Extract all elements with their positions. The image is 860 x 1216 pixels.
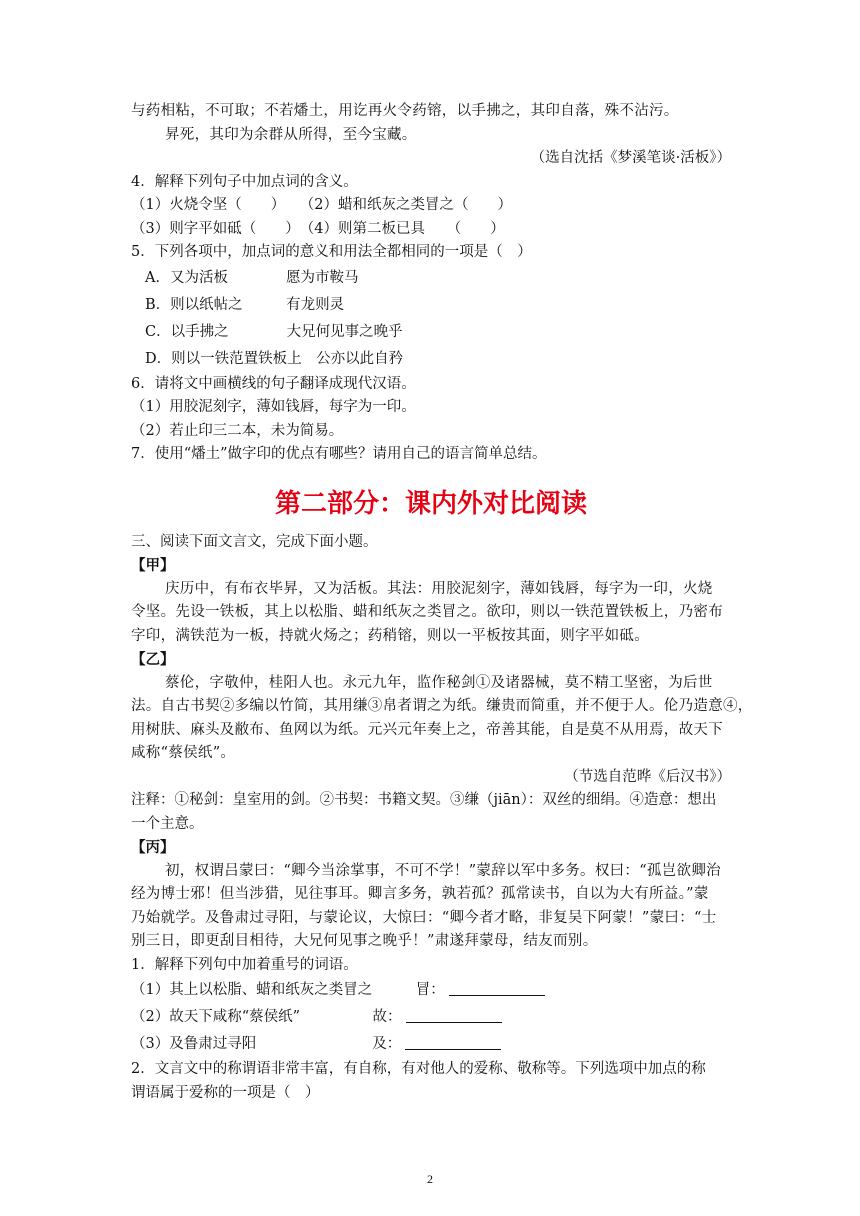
answer-blank[interactable]: [449, 981, 545, 996]
question-1-item-1: [131, 977, 731, 1004]
passage-line: 昇死，其印为余群从所得，至今宝藏。: [165, 126, 417, 143]
passage-yi-line: 咸称“蔡侯纸”。: [131, 745, 236, 761]
question-1-item-3: [131, 1031, 731, 1058]
page-number: 2: [427, 1172, 433, 1186]
option-a: A．又为活板 愿为市鞍马: [145, 269, 359, 286]
passage-source: （选自沈括《梦溪笔谈·活板》）: [530, 150, 731, 166]
passage-line: 与药相粘，不可取；不若燔土，用讫再火令药镕，以手拂之，其印自落，殊不沾污。: [131, 103, 679, 119]
passage-jia-line: 令坚。先设一铁板，其上以松脂、蜡和纸灰之类冒之。欲印，则以一铁范置铁板上，乃密布: [131, 604, 723, 620]
passage-yi-source: （节选自范晔《后汉书》）: [564, 768, 731, 785]
question-5: 5．下列各项中，加点词的意义和用法全都相同的一项是（ ）: [131, 244, 532, 260]
passage-yi-line: 蔡伦，字敬仲，桂阳人也。永元九年，监作秘剑①及诸器械，莫不精工坚密，为后世: [165, 674, 713, 691]
question-1-item-1-text: （1）其上以松脂、蜡和纸灰之类冒之 冒：: [131, 982, 445, 998]
option-d: D．则以一铁范置铁板上 公亦以此自矜: [145, 350, 404, 367]
page-content: [131, 100, 753, 1105]
passage-yi-line: 法。自古书契②多编以竹简，其用缣③帛者谓之为纸。缣贵而简重，并不便于人。伦乃造意④，: [131, 698, 753, 714]
question-7: 7．使用“燔土”做字印的优点有哪些？请用自己的语言简单总结。: [131, 446, 547, 462]
part3-intro: 三、阅读下面文言文，完成下面小题。: [131, 533, 378, 550]
option-b: B．则以纸帖之 有龙则灵: [145, 296, 345, 313]
question-1: 1．解释下列句中加着重号的词语。: [131, 956, 358, 973]
passage-jia-tag: 【甲】: [131, 557, 175, 574]
question-1-item-2-text: （2）故天下咸称“蔡侯纸” 故：: [131, 1009, 402, 1025]
question-4-items-1: （1）火烧令坚（ ） （2）蜡和纸灰之类冒之（ ）: [131, 197, 512, 213]
section-title: 第二部分：课内外对比阅读: [274, 488, 587, 519]
question-1-item-3-text: （3）及鲁肃过寻阳 及：: [131, 1036, 402, 1052]
answer-blank[interactable]: [405, 1035, 501, 1050]
passage-yi-tag: 【乙】: [131, 651, 175, 668]
answer-blank[interactable]: [406, 1008, 502, 1023]
option-c: C．以手拂之 大兄何见事之晚乎: [145, 323, 403, 340]
question-2-line: 谓语属于爱称的一项是（ ）: [131, 1084, 320, 1101]
question-4-items-2: （3）则字平如砥（ ） （4）则第二板已具 （ ）: [131, 220, 505, 237]
passage-bing-tag: 【丙】: [131, 839, 175, 856]
passage-bing-line: 别三日，即更刮目相待，大兄何见事之晚乎！”肃遂拜蒙母，结友而别。: [131, 933, 598, 949]
passage-bing-line: 乃始就学。及鲁肃过寻阳，与蒙论议，大惊曰：“卿今者才略，非复吴下阿蒙！”蒙曰：“士: [131, 909, 717, 926]
question-6-item-1: （1）用胶泥刻字，薄如钱唇，每字为一印。: [131, 399, 416, 415]
passage-jia-line: 庆历中，有布衣毕昇，又为活板。其法：用胶泥刻字，薄如钱唇，每字为一印，火烧: [165, 580, 713, 597]
question-6: 6．请将文中画横线的句子翻译成现代汉语。: [131, 375, 416, 392]
passage-yi-line: 用树肤、麻头及敝布、鱼网以为纸。元兴元年奏上之，帝善其能，自是莫不从用焉，故天下: [131, 721, 723, 738]
question-2-line: 2．文言文中的称谓语非常丰富，有自称，有对他人的爱称、敬称等。下列选项中加点的称: [131, 1061, 706, 1077]
passage-jia-line: 字印，满铁范为一板，持就火炀之；药稍镕，则以一平板按其面，则字平如砥。: [131, 627, 649, 644]
question-6-item-2: （2）若止印三二本，未为简易。: [131, 422, 344, 439]
notes-line: 注释：①秘剑：皇室用的剑。②书契：书籍文契。③缣（jiān）：双丝的细绢。④造意：想出: [131, 792, 717, 808]
passage-bing-line: 经为博士邪！但当涉猎，见往事耳。卿言多务，孰若孤？孤常读书，自以为大有所益。”蒙: [131, 886, 709, 902]
passage-bing-line: 初，权谓吕蒙曰：“卿今当涂掌事，不可不学！”蒙辞以军中多务。权曰：“孤岂欲卿治: [165, 862, 721, 879]
notes-line: 一个主意。: [131, 815, 204, 832]
question-1-item-2: [131, 1004, 731, 1031]
question-4: 4．解释下列句子中加点词的含义。: [131, 173, 358, 190]
